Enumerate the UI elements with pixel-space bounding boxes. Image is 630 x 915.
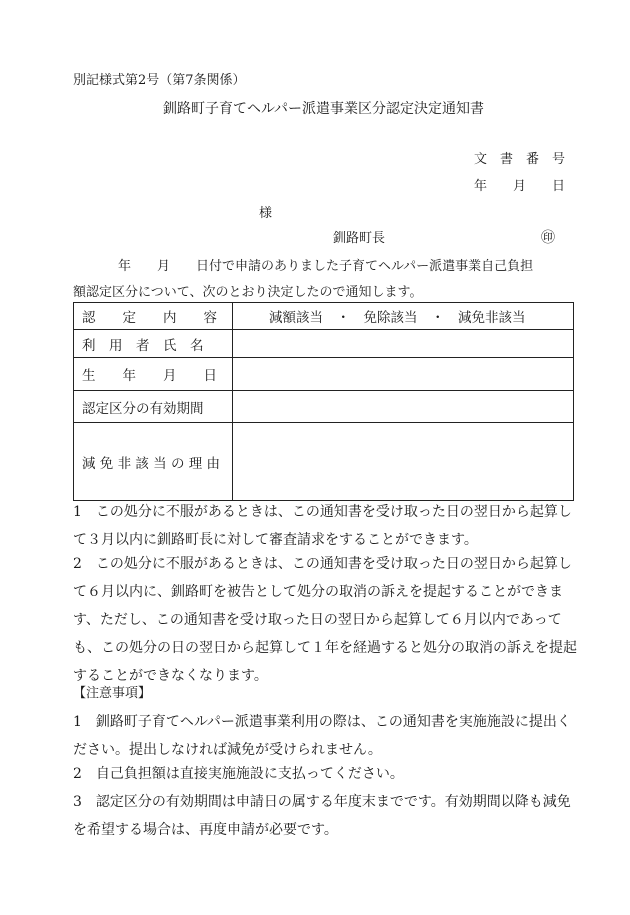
- intro-line-1: 年 月 日付で申請のありました子育てヘルパー派遣事業自己負担: [118, 259, 534, 274]
- table-row: [74, 423, 574, 501]
- row-value: 減額該当 ・ 免除該当 ・ 減免非該当: [233, 303, 574, 330]
- row-label: 減 免 非 該 当 の 理 由: [74, 423, 233, 501]
- caution-heading: 【注意事項】: [73, 686, 152, 701]
- row-value: [233, 358, 574, 391]
- row-label: 利 用 者 氏 名: [74, 330, 233, 358]
- form-id: 別記様式第2号（第7条関係）: [73, 73, 246, 88]
- seal-icon: ㊞: [541, 230, 555, 246]
- table-row: [74, 330, 574, 358]
- notice-2: 2 この処分に不服があるときは、この通知書を受け取った日の翌日から起算して６月以内に、釧路町を被告として処分の取消の訴えを提起することができます、ただし、この通知書を受け取った日の翌日から起算して６月以内であっても、この処分の日の翌日から起算して１年を経過すると処分の取消の訴えを提起することができなくなります。: [73, 556, 577, 684]
- date-label: 年 月 日: [474, 179, 566, 194]
- row-value: [233, 330, 574, 358]
- row-label: 生 年 月 日: [74, 358, 233, 391]
- table-row: [74, 358, 574, 391]
- document-title: 釧路町子育てヘルパー派遣事業区分認定決定通知書: [163, 101, 485, 117]
- row-value: [233, 423, 574, 501]
- table-row: [74, 303, 574, 330]
- issuer-name: 釧路町長: [333, 231, 386, 246]
- intro-line-2: 額認定区分について、次のとおり決定したので通知します。: [73, 285, 423, 300]
- row-value: [233, 391, 574, 423]
- caution-1: 1 釧路町子育てヘルパー派遣事業利用の際は、この通知書を実施施設に提出ください。提出しなければ減免が受けられません。: [73, 714, 571, 758]
- certification-table: [73, 302, 574, 501]
- recipient-suffix: 様: [259, 206, 273, 221]
- notice-1: 1 この処分に不服があるときは、この通知書を受け取った日の翌日から起算して３月以内に釧路町長に対して審査請求をすることができます。: [73, 504, 572, 548]
- document-number-label: 文 書 番 号: [474, 152, 566, 167]
- row-label: 認定区分の有効期間: [74, 391, 233, 423]
- caution-3: 3 認定区分の有効期間は申請日の属する年度末までです。有効期間以降も減免を希望する場合は、再度申請が必要です。: [73, 794, 571, 838]
- row-label: 認 定 内 容: [74, 303, 233, 330]
- table-row: [74, 391, 574, 423]
- caution-2: 2 自己負担額は直接実施施設に支払ってください。: [73, 766, 404, 782]
